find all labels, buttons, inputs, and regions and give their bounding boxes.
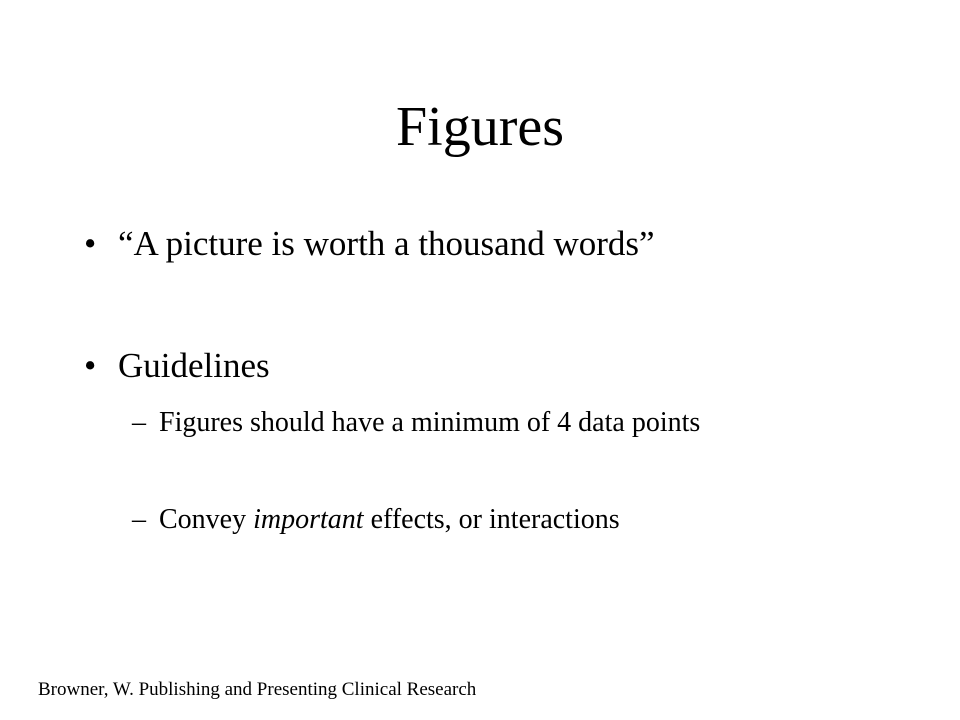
- bullet-marker: •: [84, 346, 97, 385]
- citation-footer: Browner, W. Publishing and Presenting Clinical Research: [38, 679, 477, 700]
- sub-bullet-text-start: Convey: [159, 504, 254, 535]
- sub-bullet-marker: –: [132, 504, 146, 535]
- bullet-quote: [84, 222, 655, 266]
- slide-title: Figures: [396, 96, 564, 158]
- sub-bullet-marker: –: [132, 407, 146, 438]
- bullet-text: “A picture is worth a thousand words”: [118, 224, 655, 263]
- sub-bullet-data-points: [132, 406, 799, 440]
- sub-bullet-text: Figures should have a minimum of 4 data points: [159, 407, 701, 438]
- sub-bullet-text: [159, 503, 799, 537]
- bullet-marker: •: [84, 224, 97, 263]
- sub-bullet-text-end: effects, or interactions: [363, 504, 620, 535]
- bullet-guidelines: [84, 344, 270, 388]
- bullet-text: Guidelines: [118, 346, 270, 385]
- sub-bullet-convey: [132, 503, 799, 537]
- emphasized-word: important: [253, 504, 364, 535]
